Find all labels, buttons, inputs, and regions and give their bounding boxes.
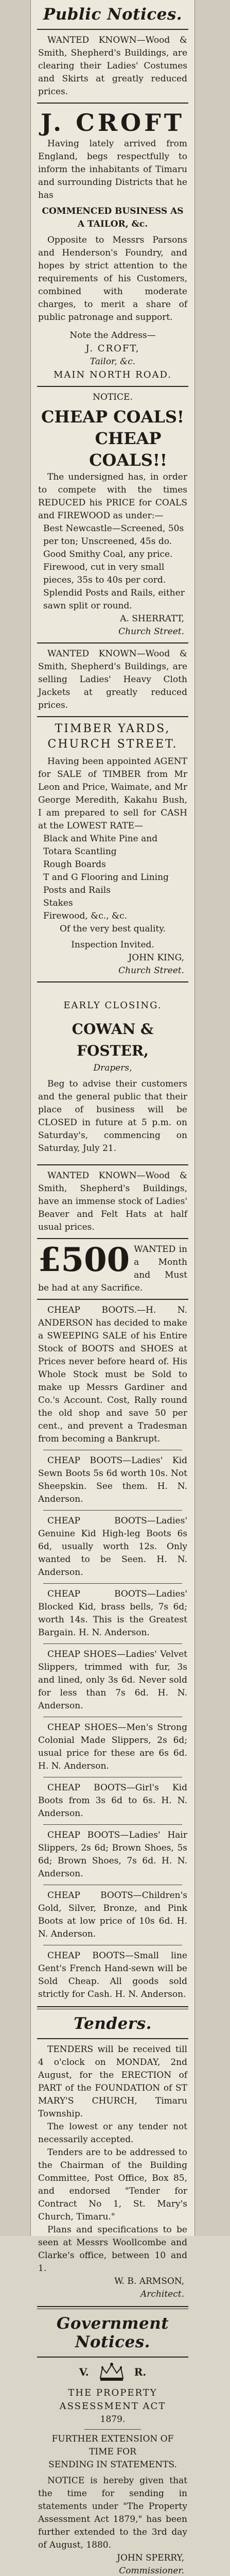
tender-sig-name: W. B. ARMSON, <box>114 2276 184 2286</box>
boots-ad <box>31 1829 194 1880</box>
boots-ad <box>31 1782 194 1820</box>
coals-headline-2: CHEAP COALS!! <box>89 429 167 470</box>
tender-body-2: The lowest or any tender not necessarily accepted. <box>38 2122 187 2145</box>
timber-item: T and G Flooring and Lining <box>43 872 169 883</box>
divider <box>37 2038 188 2039</box>
boots-ad-text: CHEAP BOOTS—Ladies' Genuine Kid High-leg Boots 6s 6d, usually worth 12s. Only wanted to be Seen. H. N. Anderson. <box>38 1516 187 1578</box>
timber-quality: Of the very best quality. <box>59 924 166 934</box>
timber-item: Posts and Rails <box>43 885 111 895</box>
divider <box>37 642 188 643</box>
timber-sig-name: JOHN KING, <box>128 953 184 963</box>
tender-body-4: Plans and specifications to be seen at Messrs Woollcombe and Clarke's office, between 10 and 1. <box>38 2225 187 2274</box>
ad-timber-yards <box>31 721 194 977</box>
crest-left-letter: V. <box>79 2366 89 2378</box>
early-closing-label: EARLY CLOSING. <box>63 1000 162 1011</box>
early-closing-trade: Drapers, <box>93 1063 132 1073</box>
royal-crest <box>38 2362 187 2382</box>
divider <box>43 1510 182 1511</box>
coals-item: Good Smithy Coal, any price. <box>43 549 173 560</box>
crest-right-letter: R. <box>134 2366 147 2378</box>
coals-item: Best Newcastle—Screened, 50s per ton; Unscreened, 45s do. <box>43 523 184 547</box>
ad-text: WANTED KNOWN—Wood & Smith, Shepherd's Buildings, are selling Ladies' Heavy Cloth Jackets at greatly reduced prices. <box>38 649 187 710</box>
commissioner-name: JOHN SPERRY, <box>117 2553 184 2563</box>
boots-ad <box>31 1454 194 1506</box>
timber-inspection: Inspection Invited. <box>71 940 154 950</box>
boots-ad-text: CHEAP BOOTS—Ladies' Kid Sewn Boots 5s 6d worth 10s. Not Sheepskin. See them. H. N. Anderson. <box>38 1455 187 1504</box>
extension-line-2: SENDING IN STATEMENTS. <box>48 2460 177 2470</box>
act-year: 1879. <box>100 2414 126 2425</box>
commissioner-title: Commissioner. <box>119 2566 184 2576</box>
croft-sig-trade: Tailor, &c. <box>90 357 136 367</box>
timber-item: Firewood, &c., &c. <box>43 911 128 921</box>
ad-five-hundred <box>31 1243 194 1295</box>
boots-ad-text: CHEAP SHOES—Men's Strong Colonial Made Slippers, 2s 6d; usual price for these are 6s 6d. H. N. Anderson. <box>38 1722 187 1771</box>
boots-ad-text: CHEAP BOOTS—Children's Gold, Silver, Bronze, and Pink Boots at low price of 10s 6d. H. N. Anderson. <box>38 1890 187 1939</box>
boots-ad <box>31 1889 194 1941</box>
timber-body: Having been appointed AGENT for SALE of TIMBER from Mr Leon and Price, Waimate, and Mr George Meredith, Kakahu Bush, I am prepared to sell for CASH at the LOWEST RATE— <box>38 756 187 831</box>
croft-sig-name: J. CROFT, <box>85 343 140 354</box>
ad-text: WANTED KNOWN—Wood & Smith, Shepherd's Buildings, are clearing their Ladies' Costumes and Skirts at greatly reduced prices. <box>38 35 187 97</box>
extension-line-1: FURTHER EXTENSION OF TIME FOR <box>51 2434 174 2457</box>
croft-sig-address: MAIN NORTH ROAD. <box>54 369 172 380</box>
croft-headline: COMMENCED BUSINESS AS A TAILOR, &c. <box>42 206 184 229</box>
coals-body: The undersigned has, in order to compete with the times REDUCED his PRICE for COALS and FIREWOOD as under:— <box>38 472 187 521</box>
boots-ad-text: CHEAP BOOTS—Girl's Kid Boots from 3s 6d to 6s. H. N. Anderson. <box>38 1783 187 1819</box>
public-notices-heading: Public Notices. <box>43 5 183 24</box>
timber-item: Stakes <box>43 898 73 908</box>
boots-ad-text: CHEAP SHOES—Ladies' Velvet Slippers, trimmed with fur, 3s and lined, only 3s 6d. Never sold for less than 7s 6d. H. N. Anderson. <box>38 1649 187 1711</box>
divider <box>37 1299 188 1300</box>
column-rule-right <box>194 0 195 2236</box>
divider <box>37 29 188 30</box>
early-closing-firm: COWAN & FOSTER, <box>72 1021 154 1059</box>
boots-ad-text: CHEAP BOOTS—Ladies' Blocked Kid, brass bells, 7s 6d; worth 14s. This is the Greatest Bargain. H. N. Anderson. <box>38 1589 187 1638</box>
divider <box>37 103 188 104</box>
ad-wood-smith-costumes <box>31 34 194 98</box>
divider <box>37 716 188 717</box>
five-hundred-amount: £500 <box>38 1241 130 1279</box>
divider <box>43 1824 182 1825</box>
croft-note: Note the Address— <box>69 330 156 341</box>
boots-ad <box>31 1721 194 1773</box>
government-notices-heading: Government Notices. <box>56 2314 169 2351</box>
tender-st-marys <box>31 2043 194 2301</box>
divider <box>37 1164 188 1165</box>
boots-ad <box>31 1588 194 1639</box>
divider <box>37 386 188 387</box>
divider <box>84 2429 141 2430</box>
divider <box>37 2357 188 2358</box>
coals-sig-name: A. SHERRATT, <box>120 614 184 624</box>
coals-item: Firewood, cut in very small pieces, 35s to 40s per cord. <box>43 562 166 585</box>
section-divider <box>37 2306 188 2309</box>
coals-headline-1: CHEAP COALS! <box>41 407 184 427</box>
boots-ad <box>31 1648 194 1713</box>
tender-body-1: TENDERS will be received till 4 o'clock on MONDAY, 2nd August, for the ERECTION of PART of the FOUNDATION of ST MARY'S CHURCH, Timaru Township. <box>38 2044 187 2119</box>
act-title: THE PROPERTY ASSESSMENT ACT <box>59 2387 166 2412</box>
ad-text: WANTED KNOWN—Wood & Smith, Shepherd's Buildings, have an immense stock of Ladies' Beaver and Felt Hats at half usual prices. <box>38 1171 187 1232</box>
divider <box>43 1583 182 1584</box>
timber-title-1: TIMBER YARDS, <box>55 722 171 735</box>
property-assessment-notice <box>31 2362 194 2576</box>
tender-body-3: Tenders are to be addressed to the Chairman of the Building Committee, Post Office, Box 85, and endorsed "Tender for Contract No 1, St. Mary's Church, Timaru." <box>38 2147 187 2222</box>
ad-early-closing <box>31 987 194 1155</box>
croft-intro: Having lately arrived from England, begs respectfully to inform the inhabitants of Timaru and surrounding Districts that he has <box>38 139 187 200</box>
ad-wood-smith-hats <box>31 1170 194 1234</box>
boots-ad-text: CHEAP BOOTS—Ladies' Hair Slippers, 2s 6d; Brown Shoes, 5s 6d; Brown Shoes, 7s 6d. H. N. Anderson. <box>38 1830 187 1879</box>
notice-label: NOTICE. <box>93 392 133 402</box>
tender-sig-title: Architect. <box>140 2289 184 2299</box>
timber-item: Rough Boards <box>43 859 106 870</box>
boots-ad <box>31 1515 194 1579</box>
croft-name: J. CROFT <box>40 109 185 137</box>
divider <box>37 1238 188 1239</box>
assessment-body: NOTICE is hereby given that the time for sending in statements under "The Property Assessment Act 1879," has been further extended to the 3rd day of August, 1880. <box>38 2476 187 2550</box>
notices-column <box>31 0 194 2576</box>
left-adjacent-column <box>0 0 31 2236</box>
early-closing-body: Beg to advise their customers and the general public that their place of business will be CLOSED in future at 5 p.m. on Saturday's, commencing on Saturday, July 21. <box>38 1079 187 1154</box>
five-hundred-body: WANTED in a Month and Must be had at any Sacrifice. <box>38 1244 187 1293</box>
divider <box>37 981 188 982</box>
coals-sig-place: Church Street. <box>118 626 184 637</box>
timber-sig-place: Church Street. <box>118 965 184 976</box>
timber-title-2: CHURCH STREET. <box>47 738 178 751</box>
right-adjacent-column <box>194 0 230 2236</box>
ad-wood-smith-jackets <box>31 648 194 712</box>
ad-croft-tailor <box>31 108 194 382</box>
boots-ad <box>31 1950 194 2001</box>
cheap-boots-main-text: CHEAP BOOTS.—H. N. ANDERSON has decided to make a SWEEPING SALE of his Entire Stock of BOOTS and SHOES at Prices never before heard of. His Whole Stock must be Sold to make up Messrs Gardiner and Co.'s Account. Cost, Rally round the old shop and save 50 per cent., and prevent a Tradesman from becoming a Bankrupt. <box>38 1305 187 1444</box>
tenders-heading: Tenders. <box>74 2014 152 2033</box>
ad-cheap-boots-main <box>31 1304 194 1446</box>
boots-ad-text: CHEAP BOOTS—Small line Gent's French Hand-sewn will be Sold Cheap. All goods sold strictly for Cash. H. N. Anderson. <box>38 1951 187 1999</box>
crown-icon <box>97 2362 126 2382</box>
coals-item: Splendid Posts and Rails, either sawn split or round. <box>43 588 185 611</box>
ad-cheap-coals <box>31 391 194 638</box>
divider <box>43 1643 182 1644</box>
section-divider <box>37 2006 188 2009</box>
timber-item: Black and White Pine and Totara Scantling <box>43 834 158 857</box>
croft-body: Opposite to Messrs Parsons and Henderson's Foundry, and hopes by strict attention to the requirements of his Customers, combined with moderate charges, to merit a share of public patronage and support. <box>38 235 187 323</box>
